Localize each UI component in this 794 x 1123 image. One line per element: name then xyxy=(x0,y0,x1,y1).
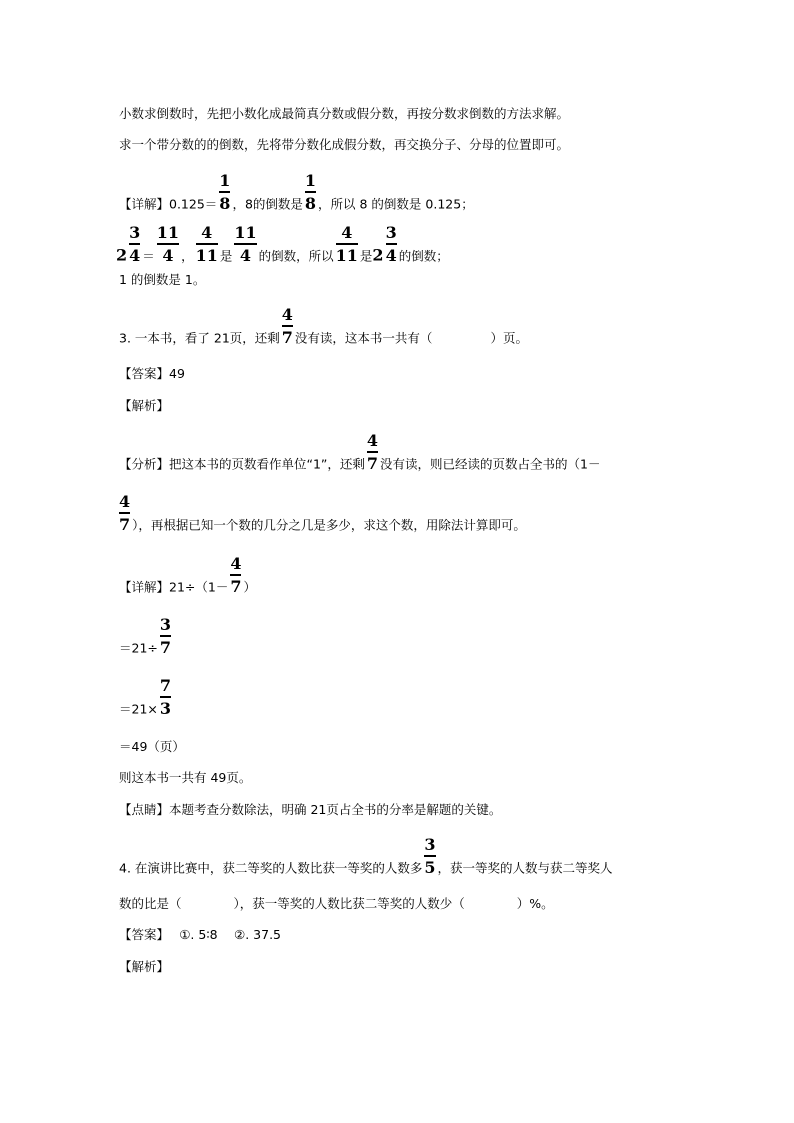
fraction xyxy=(160,677,171,717)
fraction xyxy=(230,555,241,595)
fraction-bar xyxy=(367,451,378,453)
text: 2 xyxy=(116,245,128,265)
text: 11 xyxy=(156,223,180,242)
text: 4 xyxy=(230,554,242,573)
analysis-line xyxy=(119,493,526,534)
detail-line xyxy=(119,677,173,718)
fraction xyxy=(336,224,358,264)
text: ） xyxy=(243,579,256,595)
fraction-bar xyxy=(219,191,230,193)
text: ＝ xyxy=(142,248,155,264)
text: 1 xyxy=(304,171,317,190)
text: 11 xyxy=(195,245,218,265)
text: 7 xyxy=(159,637,172,657)
text: 3 xyxy=(385,223,397,242)
text: 4 xyxy=(239,245,252,265)
text-line: 小数求倒数时，先把小数化成最简真分数或假分数，再按分数求倒数的方法求解。 xyxy=(119,106,570,121)
fraction xyxy=(119,493,130,533)
text: 2 xyxy=(372,245,384,265)
text: 【详解】21÷（1－ xyxy=(119,579,229,595)
text: 11 xyxy=(234,223,257,242)
fraction xyxy=(129,224,140,264)
analysis-heading: 【解析】 xyxy=(119,959,170,974)
fraction-bar xyxy=(157,243,179,245)
text: 的倒数，所以 xyxy=(258,248,334,264)
fraction-bar xyxy=(119,512,130,514)
fraction-bar xyxy=(234,243,256,245)
text: ）%。 xyxy=(516,896,554,911)
fraction-bar xyxy=(160,635,171,637)
question-4 xyxy=(119,836,613,877)
text: 7 xyxy=(159,676,172,695)
text: 是 xyxy=(219,248,233,264)
text: ，8的倒数是 xyxy=(232,196,303,212)
answer-line: 【答案】 ①. 5∶8 ②. 37.5 xyxy=(119,927,281,942)
fraction-bar xyxy=(305,191,316,193)
text-line: 1 的倒数是 1。 xyxy=(119,272,206,287)
text: 4 xyxy=(201,223,213,242)
fraction xyxy=(160,616,171,656)
text: 7 xyxy=(230,576,242,596)
text: 11 xyxy=(335,245,358,265)
detail-line: 则这本书一共有 49页。 xyxy=(119,770,252,785)
text: ＝21× xyxy=(119,701,158,717)
text: 是 xyxy=(359,248,373,264)
text: 3 xyxy=(159,615,172,634)
text: 1 xyxy=(219,171,231,190)
answer-line: 【答案】49 xyxy=(119,366,185,381)
text: 【详解】0.125＝ xyxy=(119,196,218,212)
text: 4 xyxy=(366,431,379,450)
question-4-cont xyxy=(119,894,554,912)
text: 3 xyxy=(129,223,141,242)
fraction-bar xyxy=(424,855,435,857)
question-3 xyxy=(119,306,528,347)
fraction xyxy=(367,432,378,472)
text: ＝21÷ xyxy=(119,640,158,656)
text: 4 xyxy=(281,305,293,324)
fraction-bar xyxy=(336,243,358,245)
fraction-bar xyxy=(282,325,293,327)
text: 4 xyxy=(385,245,397,265)
text: 7 xyxy=(119,514,131,534)
text: 4 xyxy=(162,245,174,265)
text: 8 xyxy=(304,193,317,213)
text: ）页。 xyxy=(490,330,528,346)
text: ），再根据已知一个数的几分之几是多少，求这个数，用除法计算即可。 xyxy=(132,517,526,533)
fraction xyxy=(305,172,316,212)
text: ，获一等奖的人数与获二等奖人 xyxy=(437,860,613,876)
text: 4 xyxy=(119,492,131,511)
text: 4. 在演讲比赛中，获二等奖的人数比获一等奖的人数多 xyxy=(119,860,423,876)
text: 7 xyxy=(281,327,293,347)
fraction-bar xyxy=(160,696,171,698)
fraction-bar xyxy=(230,574,241,576)
text: 的倒数； xyxy=(398,248,449,264)
text: ， xyxy=(181,248,194,264)
text: 没有读，这本书一共有（ xyxy=(294,330,433,346)
fraction xyxy=(386,224,397,264)
fraction xyxy=(234,224,256,264)
detail-line xyxy=(119,555,256,596)
analysis-line xyxy=(119,432,601,473)
detail-line xyxy=(119,172,474,213)
fraction xyxy=(282,306,293,346)
text: 5 xyxy=(424,857,436,877)
fraction xyxy=(196,224,218,264)
detail-line xyxy=(116,224,449,265)
detail-line xyxy=(119,616,173,657)
fraction-bar xyxy=(386,243,397,245)
fraction xyxy=(157,224,179,264)
text: 8 xyxy=(219,193,231,213)
analysis-heading: 【解析】 xyxy=(119,398,170,413)
text-line: 求一个带分数的的倒数，先将带分数化成假分数，再交换分子、分母的位置即可。 xyxy=(119,137,570,152)
text: 7 xyxy=(366,453,379,473)
text: 3. 一本书，看了 21页，还剩 xyxy=(119,330,280,346)
fraction-bar xyxy=(129,243,140,245)
text: 没有读，则已经读的页数占全书的（1－ xyxy=(380,456,601,472)
comment-line: 【点睛】本题考查分数除法，明确 21页占全书的分率是解题的关键。 xyxy=(119,802,502,817)
text: 3 xyxy=(159,698,172,718)
text: ，所以 8 的倒数是 0.125； xyxy=(318,196,474,212)
text: 【分析】把这本书的页数看作单位“1”，还剩 xyxy=(119,456,365,472)
text: 4 xyxy=(341,223,353,242)
text: ），获一等奖的人数比获二等奖的人数少（ xyxy=(233,896,465,911)
fraction xyxy=(219,172,230,212)
detail-line: ＝49（页） xyxy=(119,739,185,754)
text: 数的比是（ xyxy=(119,896,182,911)
text: 4 xyxy=(129,245,141,265)
fraction xyxy=(424,836,435,876)
text: 3 xyxy=(424,835,436,854)
fraction-bar xyxy=(196,243,218,245)
